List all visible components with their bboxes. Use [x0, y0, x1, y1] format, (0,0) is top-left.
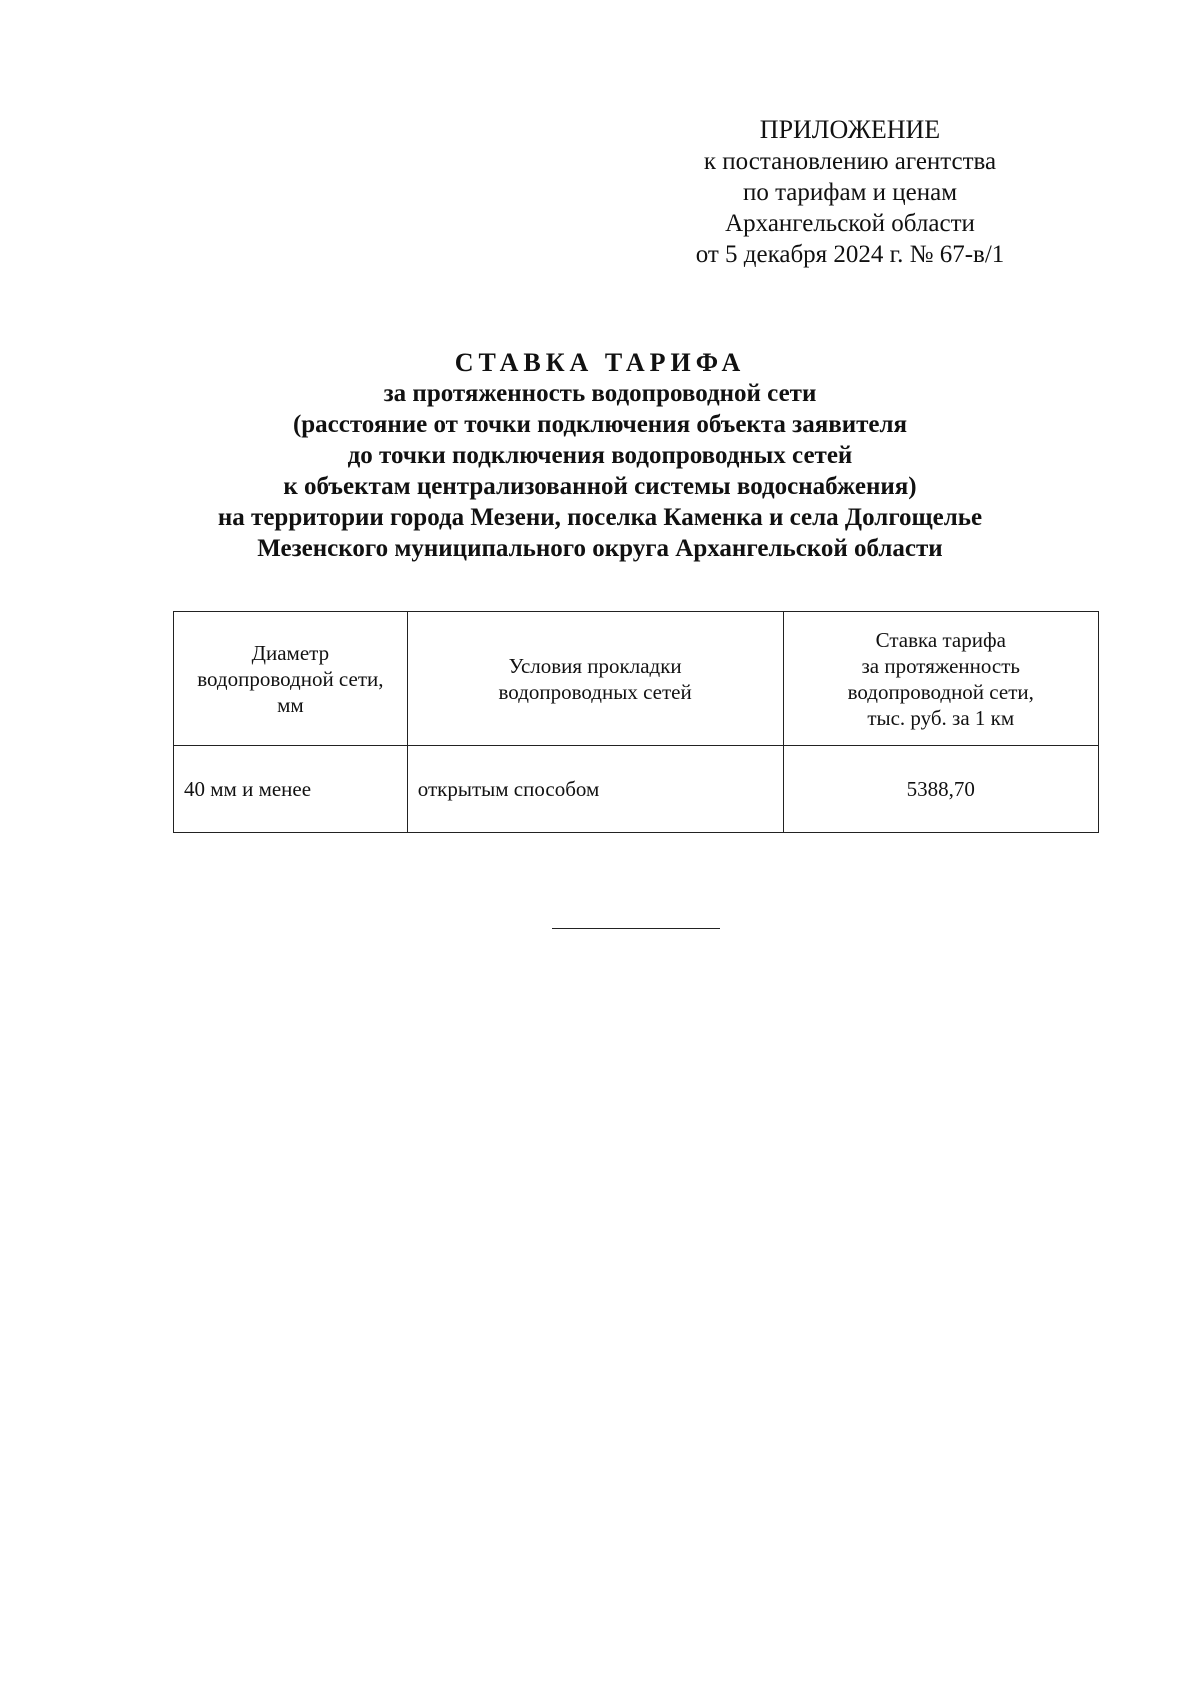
cell-diameter: 40 мм и менее [174, 746, 408, 833]
end-divider [552, 928, 720, 929]
title-line: Мезенского муниципального округа Архангельской области [257, 535, 943, 562]
table-row [174, 746, 1099, 833]
appendix-date-number: от 5 декабря 2024 г. № 67-в/1 [695, 241, 1005, 268]
title-line: (расстояние от точки подключения объекта заявителя [292, 411, 908, 438]
table-header-row [174, 612, 1099, 746]
appendix-heading: ПРИЛОЖЕНИЕ [759, 115, 941, 144]
header-text: водопроводной сети, [847, 679, 1034, 704]
title-main: СТАВКА ТАРИФА [454, 348, 746, 377]
header-text: водопроводной сети, [197, 666, 384, 691]
document-title [100, 347, 1100, 564]
header-text: Ставка тарифа [875, 627, 1006, 652]
title-line: до точки подключения водопроводных сетей [347, 442, 853, 469]
title-line: за протяженность водопроводной сети [383, 380, 817, 407]
title-line: к объектам централизованной системы водоснабжения) [283, 473, 917, 500]
appendix-line: к постановлению агентства [703, 148, 997, 175]
appendix-block [660, 114, 1040, 270]
header-text: Условия прокладки [508, 653, 682, 678]
header-text: тыс. руб. за 1 км [867, 705, 1015, 730]
header-text: водопроводных сетей [498, 679, 692, 704]
appendix-line: по тарифам и ценам [742, 179, 958, 206]
cell-conditions: открытым способом [407, 746, 783, 833]
header-text: мм [277, 692, 304, 717]
header-text: за протяженность [861, 653, 1020, 678]
tariff-table [173, 611, 1099, 833]
header-rate [783, 612, 1099, 746]
header-text: Диаметр [251, 640, 330, 665]
cell-rate: 5388,70 [783, 746, 1099, 833]
title-line: на территории города Мезени, поселка Каменка и села Долгощелье [217, 504, 983, 531]
appendix-line: Архангельской области [725, 210, 975, 237]
header-conditions [407, 612, 783, 746]
header-diameter [174, 612, 408, 746]
